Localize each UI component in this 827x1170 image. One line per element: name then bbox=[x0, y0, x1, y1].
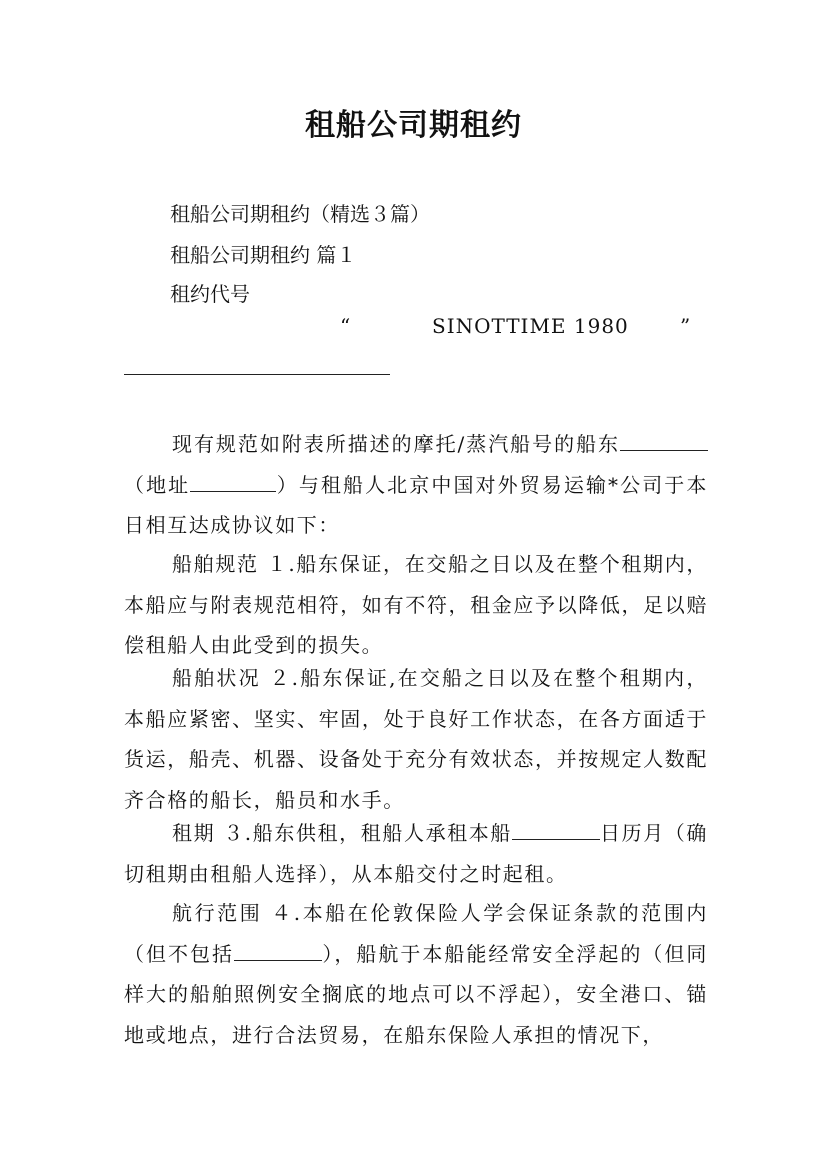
clause-3-body-b: 日历月（确切租期由租船人选择），从本船交付之时起租。 bbox=[124, 821, 708, 886]
intro-text-b: （地址 bbox=[124, 472, 191, 497]
intro-text-a: 现有规范如附表所描述的摩托/蒸汽船号的船东 bbox=[172, 432, 620, 456]
document-title: 租船公司期租约 bbox=[305, 108, 522, 143]
intro-paragraph bbox=[124, 424, 708, 546]
clause-4-body-a: ４.本船在伦敦保险人学会保证条款的范围内（但不包括 bbox=[124, 901, 708, 966]
document-subtitle: 租船公司期租约（精选３篇） bbox=[170, 202, 430, 226]
clause-2-body: ２.船东保证,在交船之日以及在整个租期内，本船应紧密、坚实、牢固，处于良好工作状态，在各方面适于货运，船壳、机器、设备处于充分有效状态，并按规定人数配齐合格的船长，船员和水手。 bbox=[124, 666, 708, 812]
intro-text-c: ）与租船人北京中国对外贸易运输*公司于本日相互达成协议如下： bbox=[124, 472, 708, 538]
clause-1-paragraph bbox=[124, 544, 708, 666]
clause-3-body-a: ３.船东供租，租船人承租本船 bbox=[223, 821, 512, 845]
clause-4-body-b: ），船航于本船能经常安全浮起的（但同样大的船舶照例安全搁底的地点可以不浮起），安全港口、锚地或地点，进行合法贸易，在船东保险人承担的情况下， bbox=[124, 941, 708, 1047]
divider-rule bbox=[124, 374, 390, 375]
clause-4-paragraph bbox=[124, 893, 708, 1055]
clause-2-heading: 船舶状况 bbox=[172, 666, 261, 690]
clause-3-heading: 租期 bbox=[172, 821, 216, 845]
section-heading: 租船公司期租约 篇１ bbox=[170, 243, 357, 267]
excluded-area-blank bbox=[234, 940, 322, 961]
clause-3-paragraph bbox=[124, 813, 708, 894]
shipowner-blank bbox=[620, 430, 708, 451]
open-quote: “ bbox=[340, 314, 351, 338]
clause-1-body: １.船东保证，在交船之日以及在整个租期内，本船应与附表规范相符，如有不符，租金应予以降低，足以赔偿租船人由此受到的损失。 bbox=[124, 552, 708, 658]
charter-code-label: 租约代号 bbox=[170, 282, 250, 306]
address-blank bbox=[190, 471, 276, 492]
close-quote: ” bbox=[680, 314, 691, 338]
clause-1-heading: 船舶规范 bbox=[172, 552, 259, 576]
charter-code-value: SINOTTIME 1980 bbox=[432, 314, 629, 338]
clause-4-heading: 航行范围 bbox=[172, 901, 263, 925]
charter-months-blank bbox=[512, 819, 600, 840]
clause-2-paragraph bbox=[124, 658, 708, 820]
